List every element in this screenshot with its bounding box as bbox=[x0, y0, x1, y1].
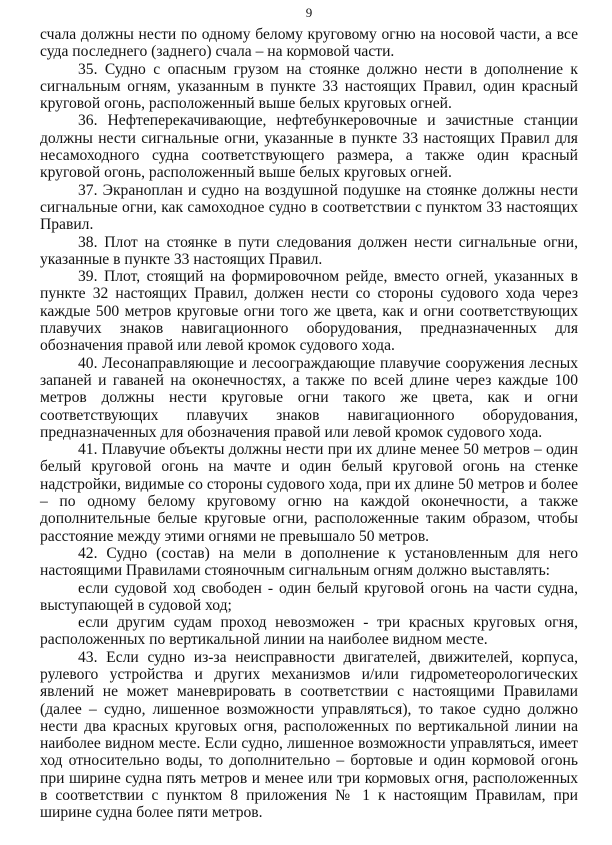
paragraph-37: 37. Экраноплан и судно на воздушной подушке на стоянке должны нести сигнальные огни, как самоходное судно в соответствии с пунктом 33 настоящих Правил. bbox=[40, 181, 578, 234]
paragraph-39: 39. Плот, стоящий на формировочном рейде, вместо огней, указанных в пункте 32 настоящих Правил, должен нести со стороны судового хода через каждые 500 метров круговые огни того же цвета, как и огни соответствующих плавучих знаков навигационного оборудования, предназначенных для обозначения правой или левой кромок судового хода. bbox=[40, 268, 578, 355]
paragraph-43: 43. Если судно из-за неисправности двигателей, движителей, корпуса, рулевого устройства и других механизмов и/или гидрометеорологических явлений не может маневрировать в соответствии с настоящими Правилами (далее – судно, лишенное возможности управляться), то такое судно должно нести два красных круговых огня, расположенных по вертикальной линии на наиболее видном месте. Если судно, лишенное возможности управляться, имеет ход относительно воды, то дополнительно – бортовые и один кормовой огонь при ширине судна пять метров и менее или три кормовых огня, расположенных в соответствии с пунктом 8 приложения № 1 к настоящим Правилам, при ширине судна более пяти метров. bbox=[40, 648, 578, 822]
paragraph-42-item-1: если судовой ход свободен - один белый круговой огонь на части судна, выступающей в судовой ход; bbox=[40, 579, 578, 614]
paragraph-38: 38. Плот на стоянке в пути следования должен нести сигнальные огни, указанные в пункте 33 настоящих Правил. bbox=[40, 233, 578, 268]
paragraph-36: 36. Нефтеперекачивающие, нефтебункеровочные и зачистные станции должны нести сигнальные огни, указанные в пункте 33 настоящих Правил для несамоходного судна соответствующего размера, а также один красный круговой огонь, расположенный выше белых круговых огней. bbox=[40, 112, 578, 182]
page-number: 9 bbox=[305, 5, 313, 20]
paragraph-35: 35. Судно с опасным грузом на стоянке должно нести в дополнение к сигнальным огням, указанным в пункте 33 настоящих Правил, один красный круговой огонь, расположенный выше белых круговых огней. bbox=[40, 60, 578, 113]
paragraph-41: 41. Плавучие объекты должны нести при их длине менее 50 метров – один белый круговой огонь на мачте и один белый круговой огонь на стенке надстройки, видимые со стороны судового хода, при их длине 50 метров и более – по одному белому круговому огню на каждой оконечности, а также дополнительные белые круговые огни, расположенные таким образом, чтобы расстояние между этими огнями не превышало 50 метров. bbox=[40, 441, 578, 545]
paragraph-40: 40. Лесонаправляющие и лесоограждающие плавучие сооружения лесных запаней и гаваней на оконечностях, а также по всей длине через каждые 100 метров должны нести круговые огни такого же цвета, как и огни соответствующих плавучих знаков навигационного оборудования, предназначенных для обозначения правой или левой кромок судового хода. bbox=[40, 354, 578, 441]
paragraph-42-item-2: если другим судам проход невозможен - три красных круговых огня, расположенных по вертикальной линии на наиболее видном месте. bbox=[40, 614, 578, 649]
paragraph-continuation: счала должны нести по одному белому круговому огню на носовой части, а все суда последнего (заднего) счала – на кормовой части. bbox=[40, 26, 578, 61]
paragraph-42: 42. Судно (состав) на мели в дополнение к установленным для него настоящими Правилами стояночным сигнальным огням должно выставлять: bbox=[40, 544, 578, 580]
